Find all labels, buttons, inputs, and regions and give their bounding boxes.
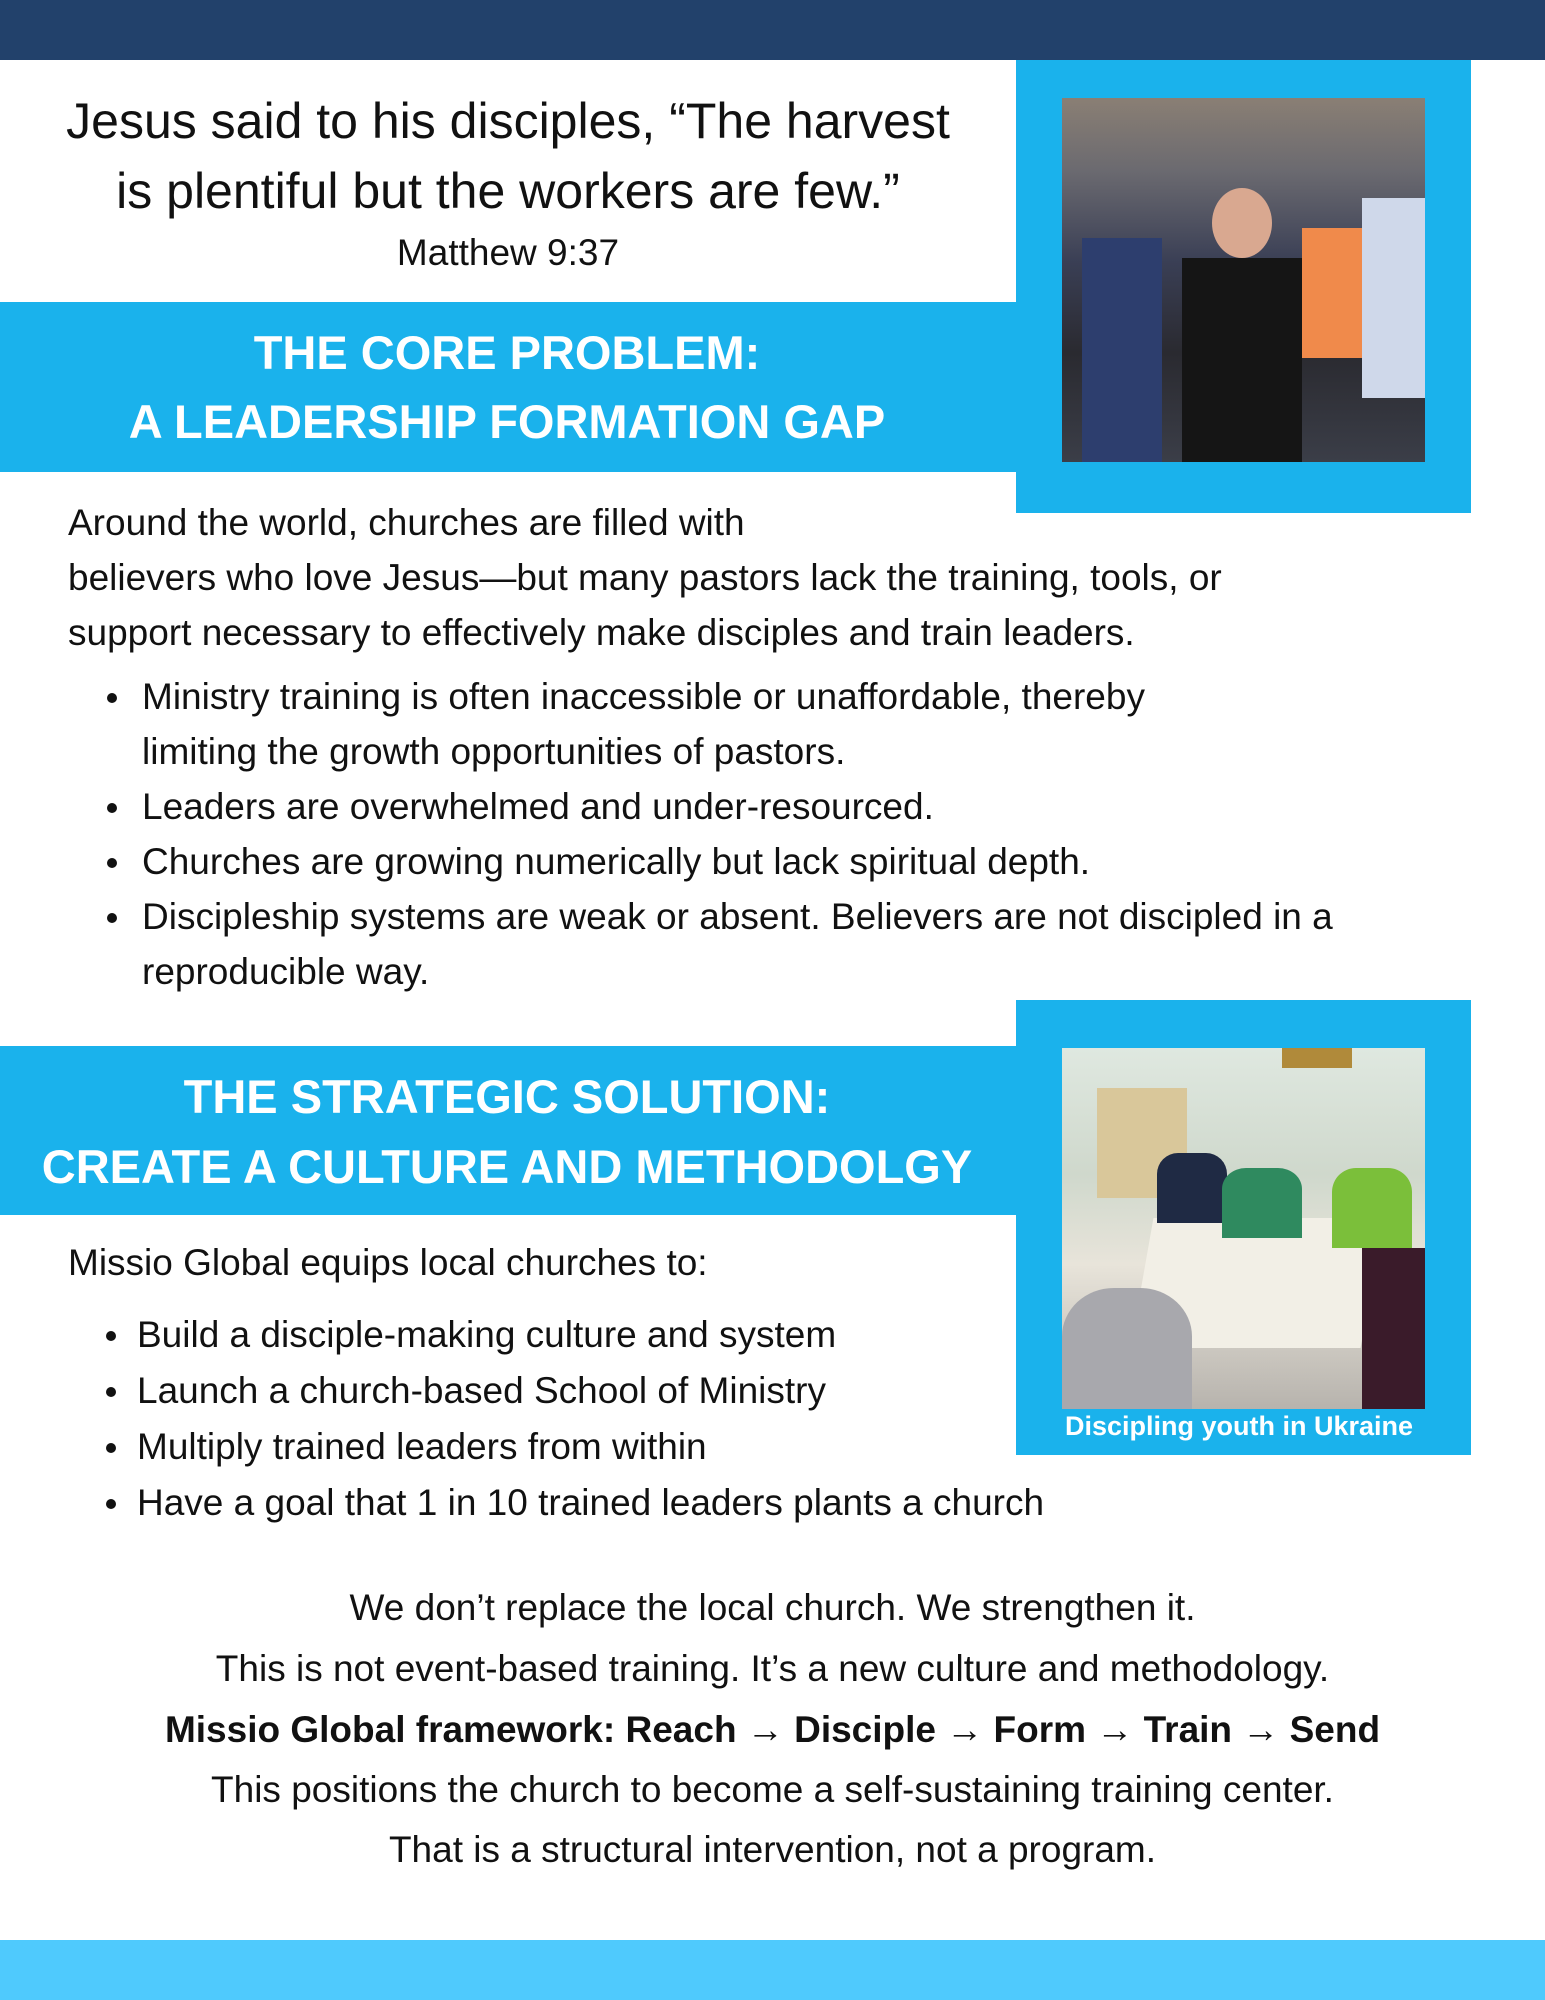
bullet-dot (107, 693, 117, 703)
list-item: Ministry training is often inaccessible or unaffordable, thereby (142, 676, 1145, 717)
crowd-photo (1062, 98, 1425, 462)
bullet-dot (106, 1387, 116, 1397)
bottom-bar (0, 1940, 1545, 2000)
problem-paragraph-line: support necessary to effectively make disciples and train leaders. (68, 612, 1135, 653)
list-item: Discipleship systems are weak or absent. Believers are not discipled in a (142, 896, 1333, 937)
closing-line-2: This is not event-based training. It’s a new culture and methodology. (215, 1648, 1330, 1689)
closing-line-5: That is a structural intervention, not a program. (388, 1829, 1157, 1870)
youth-group-photo (1062, 1048, 1425, 1409)
solution-heading-line-1: THE STRATEGIC SOLUTION: (183, 1070, 831, 1123)
problem-paragraph-line: believers who love Jesus—but many pastors lack the training, tools, or (68, 557, 1222, 598)
list-item: Have a goal that 1 in 10 trained leaders plants a church (137, 1482, 1045, 1523)
bullet-dot (106, 1443, 116, 1453)
photo-caption: Discipling youth in Ukraine (1064, 1411, 1414, 1441)
list-item: Launch a church-based School of Ministry (137, 1370, 826, 1411)
bullet-dot (107, 803, 117, 813)
problem-heading-line-2: A LEADERSHIP FORMATION GAP (128, 395, 886, 448)
framework-statement: Missio Global framework: Reach → Disciple → Form → Train → Send (164, 1709, 1381, 1750)
top-bar (0, 0, 1545, 60)
list-item: Leaders are overwhelmed and under-resourced. (142, 786, 934, 827)
list-item-continuation: reproducible way. (142, 951, 430, 992)
quote-line-1: Jesus said to his disciples, “The harvest (66, 93, 950, 149)
list-item: Churches are growing numerically but lack spiritual depth. (142, 841, 1091, 882)
bullet-dot (106, 1331, 116, 1341)
bullet-dot (107, 913, 117, 923)
quote-line-2: is plentiful but the workers are few.” (116, 163, 900, 219)
bullet-dot (106, 1499, 116, 1509)
solution-intro: Missio Global equips local churches to: (68, 1242, 708, 1283)
closing-line-1: We don’t replace the local church. We strengthen it. (349, 1587, 1196, 1628)
solution-heading-line-2: CREATE A CULTURE AND METHODOLGY (41, 1140, 973, 1193)
list-item: Multiply trained leaders from within (137, 1426, 707, 1467)
problem-paragraph-line: Around the world, churches are filled with (68, 502, 745, 543)
bullet-dot (107, 858, 117, 868)
list-item: Build a disciple-making culture and system (137, 1314, 837, 1355)
problem-heading-line-1: THE CORE PROBLEM: (253, 326, 761, 379)
quote-reference: Matthew 9:37 (396, 232, 620, 273)
closing-line-4: This positions the church to become a self-sustaining training center. (211, 1769, 1334, 1810)
list-item-continuation: limiting the growth opportunities of pastors. (142, 731, 846, 772)
